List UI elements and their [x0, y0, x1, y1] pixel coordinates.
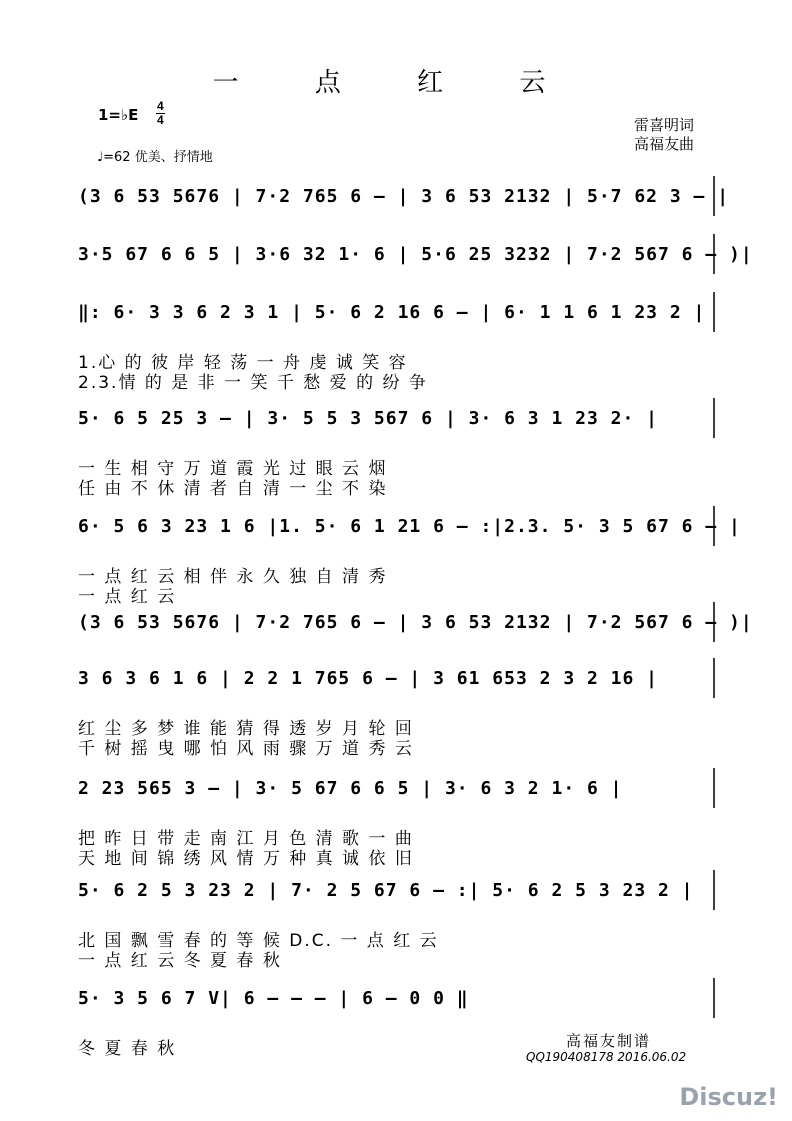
- lyric-line: 把 昨 日 带 走 南 江 月 色 清 歌 一 曲: [78, 829, 414, 849]
- time-sig-bottom: 4: [157, 113, 164, 127]
- notation-line: 3 6 3 6 1 6 | 2 2 1 765 6 – | 3 61 653 2 3 2 16 |: [78, 668, 659, 689]
- lyric-line: 一 生 相 守 万 道 霞 光 过 眼 云 烟: [78, 459, 388, 479]
- key-signature: 1=♭E: [98, 106, 139, 124]
- notation-line: 2 23 565 3 – | 3· 5 67 6 6 5 | 3· 6 3 2 1· 6 |: [78, 778, 623, 799]
- lyric-line: 千 树 摇 曳 哪 怕 风 雨 骤 万 道 秀 云: [78, 739, 414, 759]
- notation-line: 5· 6 2 5 3 23 2 | 7· 2 5 67 6 – :| 5· 6 2 5 3 23 2 |: [78, 880, 694, 901]
- contact-date: QQ190408178 2016.06.02: [526, 1050, 687, 1064]
- lyric-line: 任 由 不 休 清 者 自 清 一 尘 不 染: [78, 479, 388, 499]
- tempo-marking: ♩=62 优美、抒情地: [97, 150, 213, 165]
- notation-line: 5· 6 5 25 3 – | 3· 5 5 3 567 6 | 3· 6 3 1 23 2· |: [78, 408, 659, 429]
- notation-line: 6· 5 6 3 23 1 6 |1. 5· 6 1 21 6 – :|2.3. 5· 3 5 67 6 – |: [78, 516, 741, 537]
- transcriber-credit: 高福友制谱: [566, 1032, 652, 1050]
- lyric-line: 冬 夏 春 秋: [78, 1039, 177, 1059]
- lyric-line: 一 点 红 云 冬 夏 春 秋: [78, 951, 282, 971]
- notation-line: ‖: 6· 3 3 6 2 3 1 | 5· 6 2 16 6 – | 6· 1 1 6 1 23 2 |: [78, 302, 706, 323]
- lyricist-credit: 雷喜明词: [633, 116, 694, 134]
- watermark-logo: Discuz!: [679, 1083, 778, 1111]
- lyric-line: 2.3.情 的 是 非 一 笑 千 愁 爱 的 纷 争: [78, 373, 428, 393]
- lyric-line: 一 点 红 云: [78, 587, 177, 607]
- notation-line: 5· 3 5 6 7 V| 6 – – – | 6 – 0 0 ‖: [78, 988, 469, 1009]
- song-title: 一 点 红 云: [212, 68, 580, 98]
- composer-credit: 高福友曲: [633, 135, 694, 153]
- lyric-line: 一 点 红 云 相 伴 永 久 独 自 清 秀: [78, 567, 388, 587]
- lyric-line: 1.心 的 彼 岸 轻 荡 一 舟 虔 诚 笑 容: [78, 353, 408, 373]
- time-sig-top: 4: [157, 99, 164, 113]
- notation-line: (3 6 53 5676 | 7·2 765 6 – | 3 6 53 2132 | 5·7 62 3 – |: [78, 186, 730, 207]
- notation-line: (3 6 53 5676 | 7·2 765 6 – | 3 6 53 2132 | 7·2 567 6 – )|: [78, 612, 753, 633]
- lyric-line: 北 国 飘 雪 春 的 等 候 D.C. 一 点 红 云: [78, 931, 439, 951]
- lyric-line: 红 尘 多 梦 谁 能 猜 得 透 岁 月 轮 回: [78, 719, 414, 739]
- notation-line: 3·5 67 6 6 5 | 3·6 32 1· 6 | 5·6 25 3232 | 7·2 567 6 – )|: [78, 244, 753, 265]
- lyric-line: 天 地 间 锦 绣 风 情 万 种 真 诚 依 旧: [78, 849, 414, 869]
